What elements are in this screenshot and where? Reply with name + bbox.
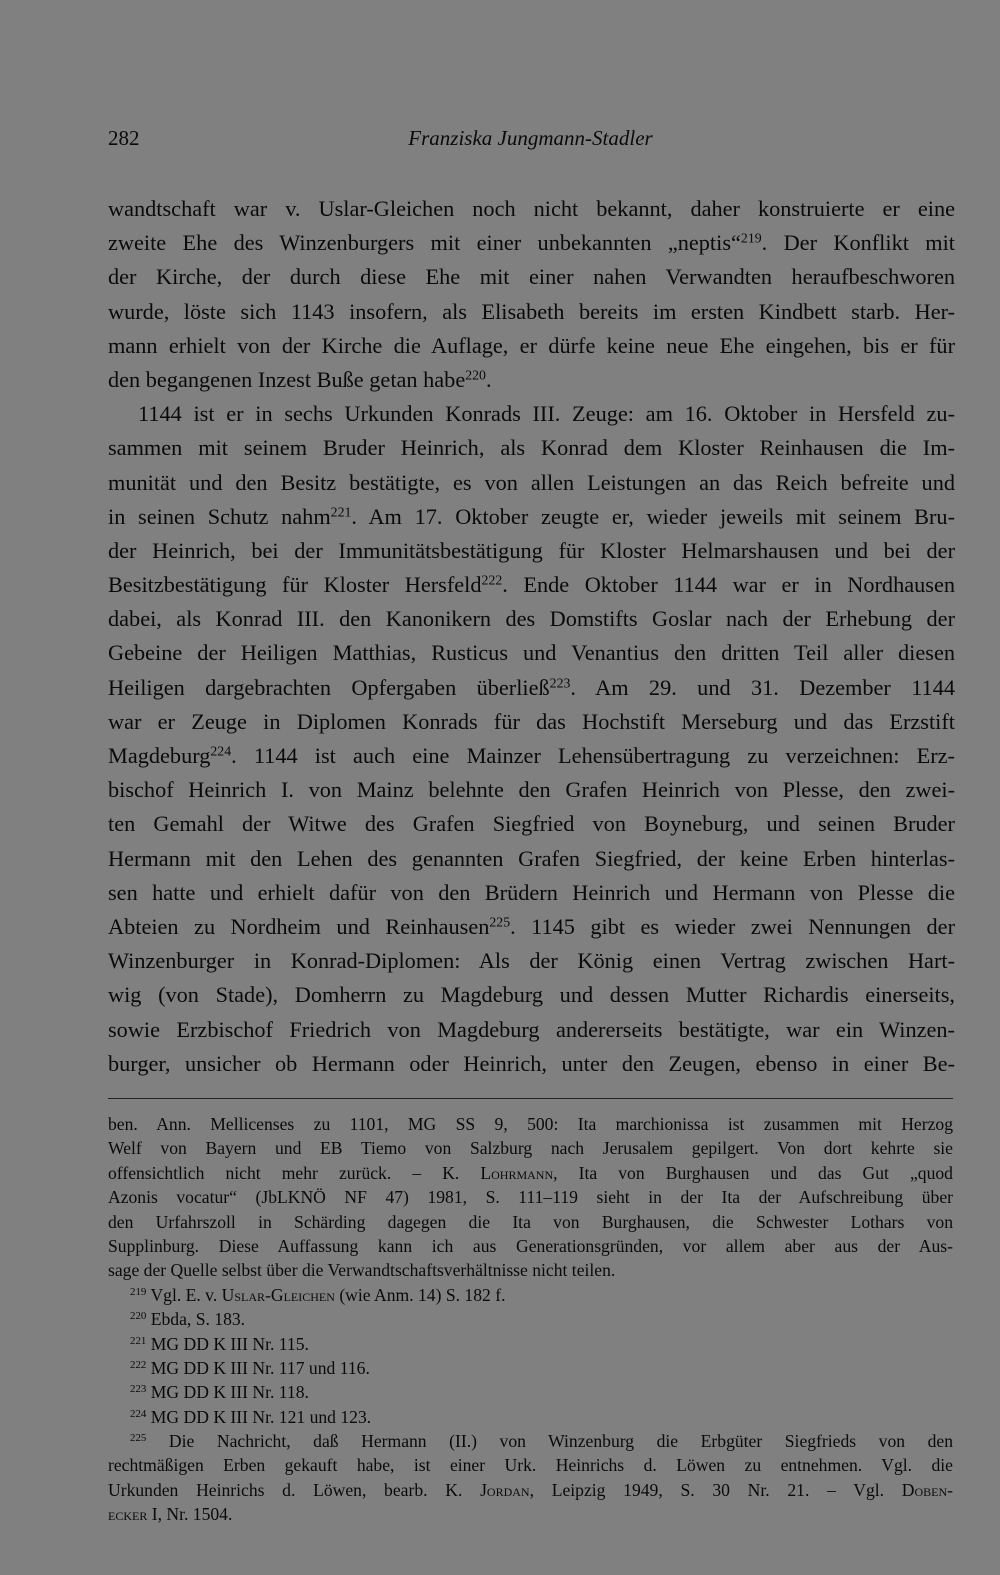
text-line: Magdeburg$^{224}$. 1144 ist auch eine Mainzer Lehensübertragung zu verzeichnen: Erz- — [108, 743, 955, 768]
text-line: war er Zeuge in Diplomen Konrads für das Hochstift Merseburg und das Erzstift — [108, 708, 955, 734]
footnote-225: $^{225}$ Die Nachricht, daß Hermann (II.) von Winzenburg die Erbgüter Siegfrieds von den — [130, 1431, 953, 1452]
text-line: Abteien zu Nordheim und Reinhausen$^{225}$. 1145 gibt es wieder zwei Nennungen der — [108, 913, 955, 939]
text-line: der Kirche, der durch diese Ehe mit einer nahen Verwandten heraufbeschworen — [108, 264, 955, 290]
footnote-line: ecker I, Nr. 1504. — [108, 1504, 233, 1525]
text-line: sammen mit seinem Bruder Heinrich, als Konrad dem Kloster Reinhausen die Im- — [108, 435, 955, 461]
text-line: Gebeine der Heiligen Matthias, Rusticus und Venantius den dritten Teil aller diesen — [108, 640, 955, 666]
footnote-224: $^{224}$ MG DD K III Nr. 121 und 123. — [130, 1406, 372, 1427]
footnote-line: Supplinburg. Diese Auffassung kann ich aus Generationsgründen, vor allem aber aus der Aus- — [108, 1235, 953, 1256]
text-line: Besitzbestätigung für Kloster Hersfeld$^{222}$. Ende Oktober 1144 war er in Nordhausen — [108, 572, 955, 598]
footnote-ref: 219 — [740, 230, 762, 246]
footnote-divider — [108, 1098, 953, 1099]
main-text — [108, 192, 955, 1081]
footnote-line: rechtmäßigen Erben gekauft habe, ist einer Urk. Heinrichs d. Löwen zu entnehmen. Vgl. die — [108, 1455, 953, 1476]
footnote-ref: 225 — [489, 914, 511, 930]
footnote-ref: 220 — [465, 367, 486, 383]
page-header — [108, 126, 953, 156]
page-number: 282 — [108, 126, 140, 150]
footnote-ref: 223 — [549, 675, 571, 691]
footnote-ref: 222 — [481, 572, 503, 588]
footnote-line: offensichtlich nicht mehr zurück. – K. Lohrmann, Ita von Burghausen und das Gut „quod — [108, 1162, 953, 1183]
footnote-223: $^{223}$ MG DD K III Nr. 118. — [130, 1382, 309, 1403]
text-line: 1144 ist er in sechs Urkunden Konrads III. Zeuge: am 16. Oktober in Hersfeld zu- — [138, 401, 955, 427]
footnote-219: $^{219}$ Vgl. E. v. Uslar-Gleichen (wie Anm. 14) S. 182 f. — [130, 1284, 506, 1305]
text-line: Hermann mit den Lehen des genannten Grafen Siegfried, der keine Erben hinterlas- — [108, 845, 955, 871]
text-line: Heiligen dargebrachten Opfergaben überließ$^{223}$. Am 29. und 31. Dezember 1144 — [108, 674, 955, 700]
text-line: in seinen Schutz nahm$^{221}$. Am 17. Oktober zeugte er, wieder jeweils mit seinem Bru- — [108, 503, 956, 529]
footnote-ref: 221 — [330, 504, 352, 520]
text-line: Winzenburger in Konrad-Diplomen: Als der König einen Vertrag zwischen Hart- — [108, 948, 955, 974]
footnote-ref: 224 — [210, 743, 232, 759]
footnote-line: Azonis vocatur“ (JbLKNÖ NF 47) 1981, S. 111–119 sieht in der Ita der Aufschreibung über — [108, 1187, 953, 1208]
footnote-line: den Urfahrszoll in Schärding dagegen die Ita von Burghausen, die Schwester Lothars von — [108, 1211, 953, 1232]
text-line: munität und den Besitz bestätigte, es von allen Leistungen an das Reich befreite und — [108, 469, 955, 495]
text-line: wandtschaft war v. Uslar-Gleichen noch nicht bekannt, daher konstruierte er eine — [108, 196, 955, 221]
text-line: burger, unsicher ob Hermann oder Heinrich, unter den Zeugen, ebenso in einer Be- — [108, 1050, 955, 1076]
text-line: der Heinrich, bei der Immunitätsbestätigung für Kloster Helmarshausen und bei der — [108, 537, 955, 563]
text-line: sowie Erzbischof Friedrich von Magdeburg andererseits bestätigte, war ein Winzen- — [108, 1016, 955, 1042]
footnote-line: ben. Ann. Mellicenses zu 1101, MG SS 9, 500: Ita marchionissa ist zusammen mit Herzog — [108, 1114, 953, 1134]
text-line: sen hatte und erhielt dafür von den Brüdern Heinrich und Hermann von Plesse die — [108, 879, 955, 905]
text-line: den begangenen Inzest Buße getan habe$^{220}$. — [108, 366, 492, 392]
footnote-line: Urkunden Heinrichs d. Löwen, bearb. K. Jordan, Leipzig 1949, S. 30 Nr. 21. – Vgl. Doben- — [108, 1479, 954, 1500]
footnote-220: $^{220}$ Ebda, S. 183. — [130, 1309, 246, 1330]
text-line: mann erhielt von der Kirche die Auflage, er dürfe keine neue Ehe eingehen, bis er für — [108, 332, 955, 358]
footnotes — [108, 1112, 953, 1527]
text-line: dabei, als Konrad III. den Kanonikern des Domstifts Goslar nach der Erhebung der — [108, 606, 955, 632]
footnote-line: Welf von Bayern und EB Tiemo von Salzburg nach Jerusalem gepilgert. Von dort kehrte sie — [108, 1138, 953, 1159]
text-line: zweite Ehe des Winzenburgers mit einer unbekannten „neptis“$^{219}$. Der Konflikt mit — [108, 230, 956, 256]
footnote-221: $^{221}$ MG DD K III Nr. 115. — [130, 1333, 309, 1354]
text-line: ten Gemahl der Witwe des Grafen Siegfried von Boyneburg, und seinen Bruder — [108, 811, 955, 837]
running-head: Franziska Jungmann-Stadler — [408, 126, 653, 150]
footnote-222: $^{222}$ MG DD K III Nr. 117 und 116. — [130, 1357, 370, 1378]
text-line: wig (von Stade), Domherrn zu Magdeburg und dessen Mutter Richardis einerseits, — [108, 982, 955, 1008]
footnote-line: sage der Quelle selbst über die Verwandtschaftsverhältnisse nicht teilen. — [108, 1260, 616, 1281]
text-line: bischof Heinrich I. von Mainz belehnte den Grafen Heinrich von Plesse, den zwei- — [108, 777, 955, 803]
text-line: wurde, löste sich 1143 insofern, als Elisabeth bereits im ersten Kindbett starb. Her- — [108, 298, 955, 324]
